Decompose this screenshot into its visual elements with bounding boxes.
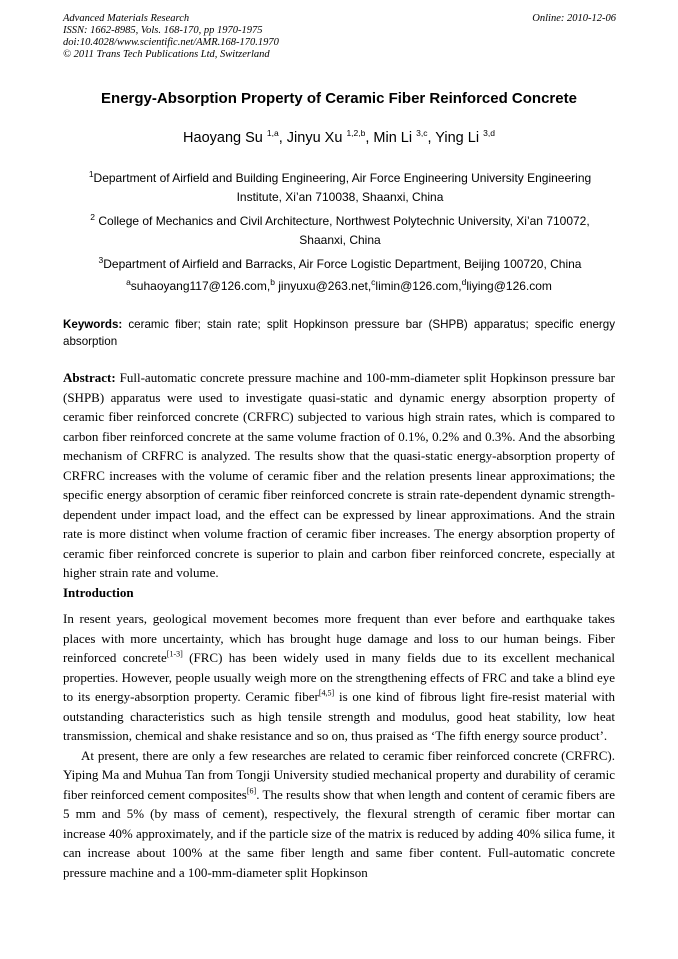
author-name: Min Li [373, 129, 413, 146]
email-address: jinyuxu@263.net, [274, 279, 372, 293]
paragraph [63, 746, 615, 883]
paragraph-text: (FRC) has been widely used in many fields due to its excellent mechanical properties. However, people usually weigh more on the strengthening effects of FRC and take a blind eye to its energy-absorption property. Ceramic fiber [63, 650, 615, 704]
email-address: limin@126.com, [375, 279, 462, 293]
author-name: Haoyang Su [183, 129, 263, 146]
affiliation-1 [75, 165, 605, 207]
paragraph-text: is one kind of fibrous light fire-resist material with outstanding characteristics such as high tensile strength and modulus, good heat stability, low heat transmission, chemical and shake resistance and so on, thus praised as ‘The fifth energy source product’. [63, 689, 615, 743]
affiliation-sup: 3 [98, 255, 104, 265]
journal-name: Advanced Materials Research [63, 13, 190, 24]
email-address: suhaoyang117@126.com, [130, 279, 271, 293]
affiliation-text: College of Mechanics and Civil Architecture, Northwest Polytechnic University, Xi’an 710072, Shaanxi, China [95, 214, 590, 247]
doi-line: doi:10.4028/www.scientific.net/AMR.168-170.1970 [63, 37, 279, 48]
author-name: Ying Li [435, 129, 480, 146]
affiliation-text: Department of Airfield and Barracks, Air Force Logistic Department, Beijing 100720, China [103, 257, 582, 271]
affiliation-3 [75, 251, 605, 274]
keywords-label: Keywords: [63, 318, 123, 331]
author-sup: 3,c [416, 128, 428, 138]
introduction-body [63, 609, 615, 882]
email-sup: a [126, 277, 131, 287]
author-sep: , [427, 129, 436, 146]
author-sep: , [365, 129, 374, 146]
citation-ref: [1-3] [166, 649, 183, 659]
affiliation-2 [75, 208, 605, 250]
copyright-line: © 2011 Trans Tech Publications Ltd, Switzerland [63, 49, 270, 60]
email-sup: c [371, 277, 376, 287]
email-address: liying@126.com [466, 279, 552, 293]
abstract-label: Abstract: [63, 370, 116, 385]
paragraph-text: At present, there are only a few researches are related to ceramic fiber reinforced concrete (CRFRC). Yiping Ma and Muhua Tan from Tongji University studied mechanical property and durability of ceramic fiber reinforced cement composites [63, 747, 615, 802]
citation-ref: [4,5] [318, 688, 335, 698]
author-sup: 1,2,b [346, 128, 366, 138]
email-line [40, 277, 638, 293]
issn-line: ISSN: 1662-8985, Vols. 168-170, pp 1970-1975 [63, 25, 263, 36]
keywords [63, 316, 615, 350]
abstract [63, 368, 615, 583]
author-name: Jinyu Xu [286, 129, 343, 146]
author-sup: 3,d [483, 128, 495, 138]
paragraph-text: In resent years, geological movement becomes more frequent than ever before and earthquake takes places with more uncertainty, which has brought huge damage and loss to our human beings. Fiber reinforced concrete [63, 611, 615, 665]
keywords-text: ceramic fiber; stain rate; split Hopkinson pressure bar (SHPB) apparatus; specific energy absorption [63, 318, 615, 348]
affiliation-sup: 2 [90, 212, 96, 222]
email-sup: b [270, 277, 275, 287]
journal-header [63, 13, 423, 61]
author-list [40, 128, 638, 146]
author-sep: , [278, 129, 287, 146]
citation-ref: [6] [246, 786, 257, 796]
email-sup: d [461, 277, 467, 287]
paragraph [63, 609, 615, 746]
online-date: Online: 2010-12-06 [532, 13, 616, 24]
affiliation-text: Department of Airfield and Building Engineering, Air Force Engineering University Engineering Institute, Xi’an 710038, Shaanxi, China [93, 171, 592, 204]
section-heading: Introduction [63, 585, 134, 600]
author-sup: 1,a [266, 128, 279, 138]
paper-title: Energy-Absorption Property of Ceramic Fiber Reinforced Concrete [101, 90, 577, 107]
abstract-text: Full-automatic concrete pressure machine and 100-mm-diameter split Hopkinson pressure bar (SHPB) apparatus were used to investigate quasi-static and dynamic energy absorption property of ceramic fiber reinforced concrete (CRFRC) subjected to various high strain rates, which is compared to carbon fiber reinforced concrete at the same volume fraction of 0.1%, 0.2% and 0.3%. And the absorbing mechanism of CRFRC is analyzed. The results show that the quasi-static energy-absorption property of CRFRC increases with the volume of ceramic fiber and the relation presents linear approximations; the specific energy absorption of ceramic fiber reinforced concrete is strain rate-dependent dynamic strength-dependent under impact load, and the effect can be expressed by linear approximations. And the strain rate is more distinct when volume fraction of ceramic fiber increases. The energy absorption property of ceramic fiber reinforced concrete is superior to plain and carbon fiber reinforced concrete, especially at higher strain rate and volume. [63, 370, 615, 580]
affiliation-sup: 1 [88, 169, 94, 179]
paragraph-text: . The results show that when length and content of ceramic fibers are 5 mm and 5% (by mass of cement), respectively, the flexural strength of ceramic fiber mortar can increase 40% approximately, and if the particle size of the matrix is reduced by adding 40% silica fume, it can increase about 100% at the same fiber length and same fiber content. Full-automatic concrete pressure machine and a 100-mm-diameter split Hopkinson [63, 786, 615, 880]
